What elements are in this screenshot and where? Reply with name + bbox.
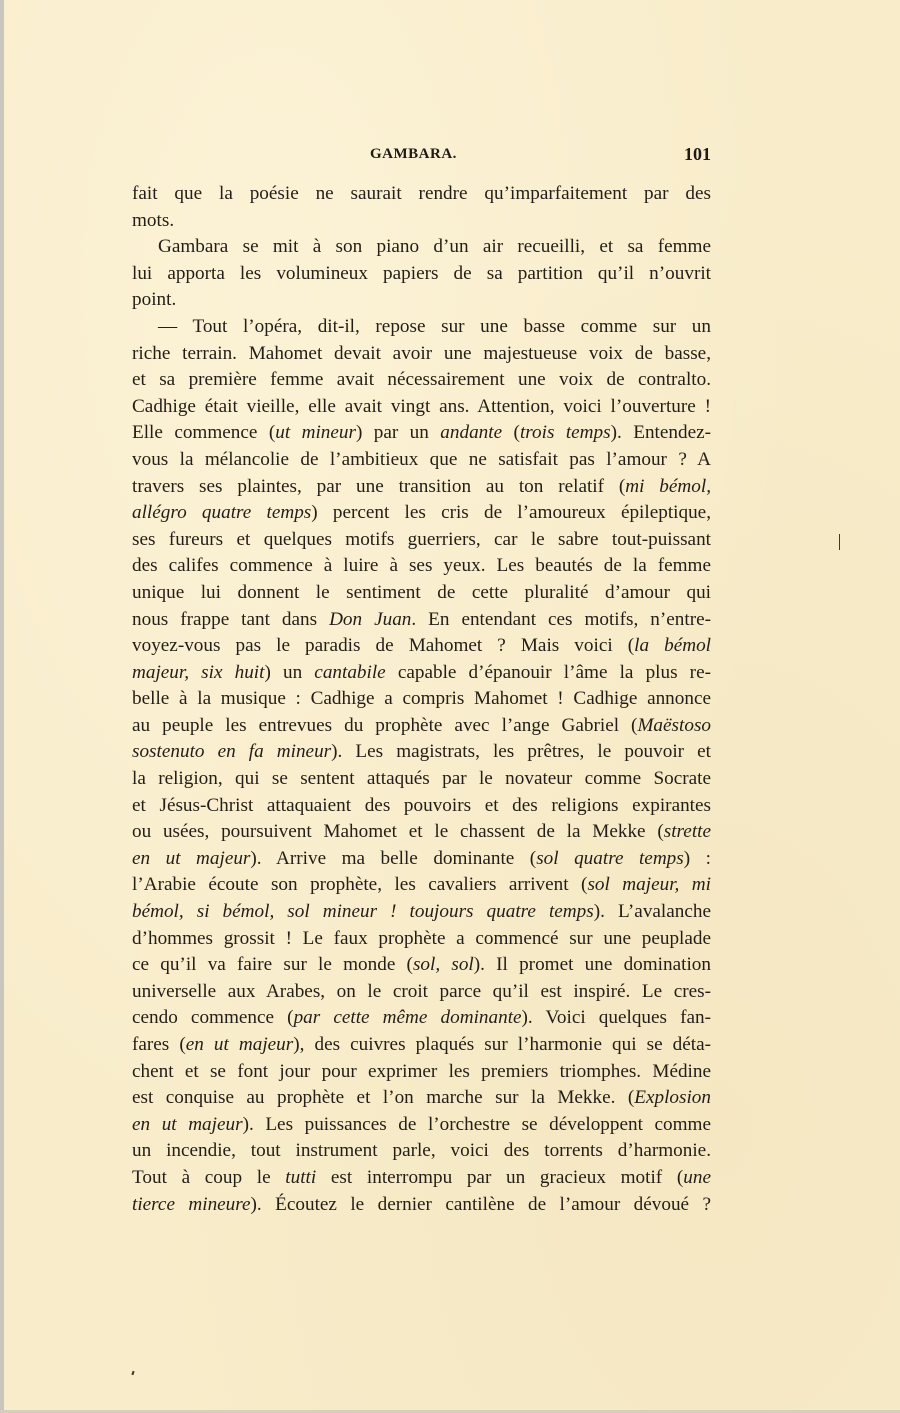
text-line	[132, 793, 711, 820]
text-line	[132, 607, 711, 634]
text-line	[132, 474, 711, 501]
text-line	[132, 261, 711, 288]
italic-run: sol quatre temps	[536, 847, 684, 869]
italic-run: tierce mineure	[132, 1193, 251, 1215]
text-run: vous la mélancolie de l’ambitieux que ne satisfait pas l’amour ? A	[132, 448, 711, 470]
italic-run: cantabile	[314, 661, 386, 683]
text-run: cendo commence (	[132, 1007, 294, 1029]
italic-run: tutti	[285, 1166, 317, 1188]
text-run: ). Les magistrats, les prêtres, le pouvoir et	[331, 741, 711, 763]
text-run: travers ses plaintes, par une transition au ton relatif (	[132, 475, 626, 497]
text-line	[132, 660, 711, 687]
text-run: ce qu’il va faire sur le monde (	[132, 954, 413, 976]
text-line	[132, 686, 711, 713]
text-run: est interrompu par un gracieux motif (	[316, 1166, 684, 1188]
text-line	[132, 846, 711, 873]
text-line	[132, 420, 711, 447]
text-run: Elle commence (	[132, 422, 276, 444]
text-line	[132, 1085, 711, 1112]
italic-run: sostenuto en fa mineur	[132, 741, 332, 763]
italic-run: trois temps	[519, 422, 611, 444]
text-line	[132, 341, 711, 368]
text-run: belle à la musique : Cadhige a compris Mahomet ! Cadhige annonce	[132, 688, 711, 710]
text-run: . En entendant ces motifs, n’entre-	[411, 608, 711, 630]
text-run: d’hommes grossit ! Le faux prophète a commencé sur une peuplade	[132, 927, 711, 949]
italic-run: allégro quatre temps	[132, 502, 312, 524]
italic-run: ut mineur	[275, 422, 356, 444]
text-line	[132, 208, 711, 235]
text-run: universelle aux Arabes, on le croit parce qu’il est inspiré. Le cres-	[132, 980, 711, 1002]
text-run: (	[502, 422, 520, 444]
text-run: au peuple les entrevues du prophète avec l’ange Gabriel (	[132, 714, 638, 736]
text-line	[132, 739, 711, 766]
italic-run: mi bémol,	[625, 475, 711, 497]
text-run: un incendie, tout instrument parle, voici des torrents d’harmonie.	[132, 1140, 711, 1162]
italic-run: une	[683, 1166, 711, 1188]
text-run: unique lui donnent le sentiment de cette pluralité d’amour qui	[132, 581, 711, 603]
text-run: ) par un	[355, 422, 441, 444]
text-line	[132, 394, 711, 421]
italic-run: en ut majeur	[132, 1113, 243, 1135]
italic-run: bémol, si bémol, sol mineur ! toujours quatre temps	[132, 901, 594, 923]
text-run: lui apporta les volumineux papiers de sa partition qu’il n’ouvrit	[132, 262, 711, 284]
text-line	[132, 234, 711, 261]
text-line	[132, 713, 711, 740]
text-line	[132, 633, 711, 660]
text-run: capable d’épanouir l’âme la plus re-	[385, 661, 711, 683]
text-line	[132, 1165, 711, 1192]
text-run: ou usées, poursuivent Mahomet et le chassent de la Mekke (	[132, 821, 664, 843]
text-run: ) :	[683, 847, 711, 869]
text-run: ). Les puissances de l’orchestre se développent comme	[242, 1113, 711, 1135]
text-run: chent et se font jour pour exprimer les premiers triomphes. Médine	[132, 1060, 711, 1082]
text-line	[132, 1059, 711, 1086]
text-line	[132, 580, 711, 607]
page-number: 101	[684, 144, 711, 164]
text-line	[132, 527, 711, 554]
text-run: et Jésus-Christ attaquaient des pouvoirs et des religions expirantes	[132, 794, 711, 816]
text-line	[132, 553, 711, 580]
italic-run: Explosion	[634, 1087, 711, 1109]
italic-run: en ut majeur	[132, 847, 251, 869]
text-run: fait que la poésie ne saurait rendre qu’imparfaitement par des	[132, 183, 711, 204]
text-run: ). Écoutez le dernier cantilène de l’amour dévoué ?	[250, 1193, 711, 1215]
text-run: des califes commence à luire à ses yeux. Les beautés de la femme	[132, 555, 711, 577]
italic-run: strette	[663, 821, 711, 843]
text-run: l’Arabie écoute son prophète, les cavaliers arrivent (	[132, 874, 588, 896]
text-line	[132, 287, 711, 314]
running-header	[132, 146, 711, 170]
text-run: ). Il promet une domination	[473, 954, 711, 976]
text-run: Tout à coup le	[132, 1166, 286, 1188]
text-line	[132, 1192, 711, 1219]
text-line	[132, 979, 711, 1006]
text-run: — Tout l’opéra, dit-il, repose sur une basse comme sur un	[158, 315, 711, 337]
italic-run: en ut majeur	[185, 1034, 294, 1055]
text-run: ), des cuivres plaqués sur l’harmonie qui se déta-	[293, 1034, 711, 1055]
text-line	[132, 819, 711, 846]
text-line	[132, 314, 711, 341]
italic-run: andante	[440, 422, 503, 444]
text-line	[132, 500, 711, 527]
text-line	[132, 447, 711, 474]
text-run: nous frappe tant dans	[132, 608, 330, 630]
text-run: mots.	[132, 209, 175, 231]
text-run: Gambara se mit à son piano d’un air recueilli, et sa femme	[158, 236, 711, 258]
italic-run: par cette même dominante	[293, 1007, 522, 1029]
text-line	[132, 926, 711, 953]
margin-mark	[839, 534, 840, 550]
text-run: la religion, qui se sentent attaqués par le novateur comme Socrate	[132, 768, 711, 790]
text-run: ) un	[264, 661, 315, 683]
text-run: est conquise au prophète et l’on marche sur la Mekke. (	[132, 1087, 635, 1109]
text-line	[132, 1138, 711, 1165]
italic-run: Don Juan	[329, 608, 412, 630]
running-title: GAMBARA.	[370, 146, 457, 162]
text-run: ). Arrive ma belle dominante (	[250, 847, 537, 869]
italic-run: sol majeur, mi	[587, 874, 711, 896]
text-run: fares (	[132, 1034, 186, 1055]
italic-run: Maëstoso	[637, 714, 711, 736]
text-run: ses fureurs et quelques motifs guerriers, car le sabre tout-puissant	[132, 528, 711, 550]
text-line	[132, 1032, 711, 1059]
text-run: ). L’avalanche	[593, 901, 711, 923]
text-run: Cadhige était vieille, elle avait vingt ans. Attention, voici l’ouverture !	[132, 395, 711, 417]
text-run: voyez-vous pas le paradis de Mahomet ? Mais voici (	[132, 635, 635, 657]
page-left-edge	[0, 0, 4, 1413]
text-run: et sa première femme avait nécessairement une voix de contralto.	[132, 369, 711, 391]
text-line	[132, 367, 711, 394]
text-run: point.	[132, 289, 177, 311]
text-line	[132, 872, 711, 899]
text-run: ). Entendez-	[610, 422, 711, 444]
text-run: ). Voici quelques fan-	[521, 1007, 711, 1029]
text-run: riche terrain. Mahomet devait avoir une majestueuse voix de basse,	[132, 342, 711, 364]
text-run: ) percent les cris de l’amoureux épileptique,	[311, 502, 711, 524]
text-line	[132, 1112, 711, 1139]
text-line	[132, 181, 711, 208]
body-text	[132, 181, 711, 1218]
italic-run: sol, sol	[412, 954, 474, 976]
text-line	[132, 952, 711, 979]
text-line	[132, 766, 711, 793]
text-line	[132, 1005, 711, 1032]
italic-run: majeur, six huit	[132, 661, 265, 683]
italic-run: la bémol	[634, 635, 712, 657]
text-line	[132, 899, 711, 926]
